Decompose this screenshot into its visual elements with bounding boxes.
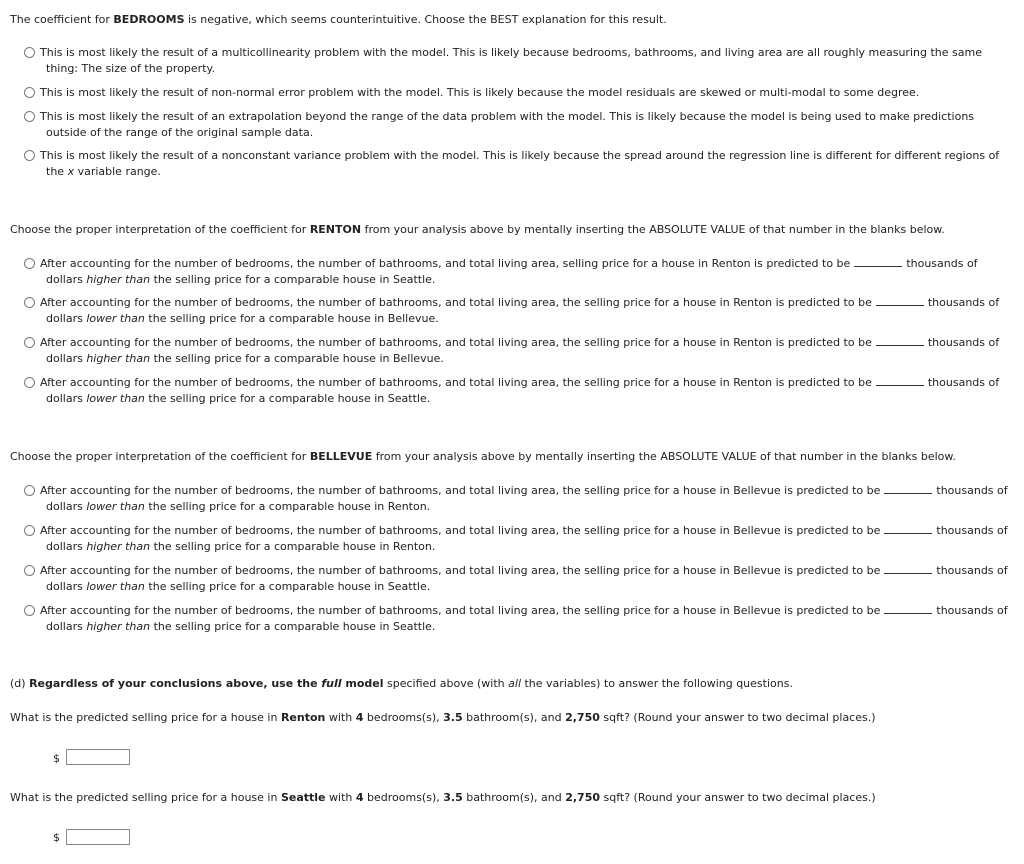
radio-button[interactable]: [24, 605, 35, 616]
radio-button[interactable]: [24, 111, 35, 122]
bellevue-option-2[interactable]: After accounting for the number of bedrooms, the number of bathrooms, and total living area, the selling price for a house in Bellevue is predicted to be thousands of dollars higher than the selling price for a comparable house in Renton.: [24, 523, 1014, 555]
part-d-heading: (d) Regardless of your conclusions above, use the full model specified above (with all the variables) to answer the following questions.: [10, 677, 793, 690]
radio-button[interactable]: [24, 47, 35, 58]
bellevue-option-4[interactable]: After accounting for the number of bedrooms, the number of bathrooms, and total living area, the selling price for a house in Bellevue is predicted to be thousands of dollars higher than the selling price for a comparable house in Seattle.: [24, 603, 1014, 635]
seattle-price-input[interactable]: [66, 829, 130, 845]
radio-button[interactable]: [24, 150, 35, 161]
renton-price-input[interactable]: [66, 749, 130, 765]
bellevue-question-prompt: Choose the proper interpretation of the coefficient for BELLEVUE from your analysis above by mentally inserting the ABSOLUTE VALUE of that number in the blanks below.: [10, 450, 956, 463]
answer-blank: [884, 483, 932, 494]
bedrooms-keyword: BEDROOMS: [113, 13, 185, 26]
renton-option-3[interactable]: After accounting for the number of bedrooms, the number of bathrooms, and total living area, the selling price for a house in Renton is predicted to be thousands of dollars higher than the selling price for a comparable house in Bellevue.: [24, 335, 1004, 367]
renton-question-prompt: Choose the proper interpretation of the coefficient for RENTON from your analysis above by mentally inserting the ABSOLUTE VALUE of that number in the blanks below.: [10, 223, 945, 236]
bellevue-keyword: BELLEVUE: [309, 450, 373, 463]
bedrooms-option-2[interactable]: This is most likely the result of non-normal error problem with the model. This is likely because the model residuals are skewed or multi-modal to some degree.: [24, 85, 1004, 101]
renton-option-4[interactable]: After accounting for the number of bedrooms, the number of bathrooms, and total living area, the selling price for a house in Renton is predicted to be thousands of dollars lower than the selling price for a comparable house in Seattle.: [24, 375, 1004, 407]
radio-button[interactable]: [24, 525, 35, 536]
bedrooms-question-prompt: The coefficient for BEDROOMS is negative, which seems counterintuitive. Choose the BEST explanation for this result.: [10, 13, 667, 26]
renton-keyword: RENTON: [309, 223, 362, 236]
radio-button[interactable]: [24, 258, 35, 269]
radio-button[interactable]: [24, 565, 35, 576]
radio-button[interactable]: [24, 297, 35, 308]
radio-button[interactable]: [24, 377, 35, 388]
answer-blank: [876, 295, 924, 306]
answer-blank: [876, 375, 924, 386]
currency-symbol: $: [53, 831, 60, 844]
radio-button[interactable]: [24, 87, 35, 98]
bellevue-option-3[interactable]: After accounting for the number of bedrooms, the number of bathrooms, and total living area, the selling price for a house in Bellevue is predicted to be thousands of dollars lower than the selling price for a comparable house in Seattle.: [24, 563, 1014, 595]
answer-blank: [876, 335, 924, 346]
seattle-price-question: What is the predicted selling price for a house in Seattle with 4 bedrooms(s), 3.5 bathroom(s), and 2,750 sqft? (Round your answer to two decimal places.): [10, 791, 876, 804]
radio-button[interactable]: [24, 485, 35, 496]
answer-blank: [884, 603, 932, 614]
renton-option-1[interactable]: After accounting for the number of bedrooms, the number of bathrooms, and total living area, selling price for a house in Renton is predicted to be thousands of dollars higher than the selling price for a comparable house in Seattle.: [24, 256, 1004, 288]
answer-blank: [884, 563, 932, 574]
answer-blank: [854, 256, 902, 267]
bellevue-option-1[interactable]: After accounting for the number of bedrooms, the number of bathrooms, and total living area, the selling price for a house in Bellevue is predicted to be thousands of dollars lower than the selling price for a comparable house in Renton.: [24, 483, 1014, 515]
bedrooms-option-3[interactable]: This is most likely the result of an extrapolation beyond the range of the data problem with the model. This is likely because the model is being used to make predictions outside of the range of the original sample data.: [24, 109, 1004, 141]
renton-option-2[interactable]: After accounting for the number of bedrooms, the number of bathrooms, and total living area, the selling price for a house in Renton is predicted to be thousands of dollars lower than the selling price for a comparable house in Bellevue.: [24, 295, 1004, 327]
bedrooms-option-4[interactable]: This is most likely the result of a nonconstant variance problem with the model. This is likely because the spread around the regression line is different for different regions of the x variable range.: [24, 148, 1004, 180]
answer-blank: [884, 523, 932, 534]
radio-button[interactable]: [24, 337, 35, 348]
currency-symbol: $: [53, 752, 60, 765]
bedrooms-option-1[interactable]: This is most likely the result of a multicollinearity problem with the model. This is likely because bedrooms, bathrooms, and living area are all roughly measuring the same thing: The size of the property.: [24, 45, 1004, 77]
renton-price-question: What is the predicted selling price for a house in Renton with 4 bedrooms(s), 3.5 bathroom(s), and 2,750 sqft? (Round your answer to two decimal places.): [10, 711, 876, 724]
